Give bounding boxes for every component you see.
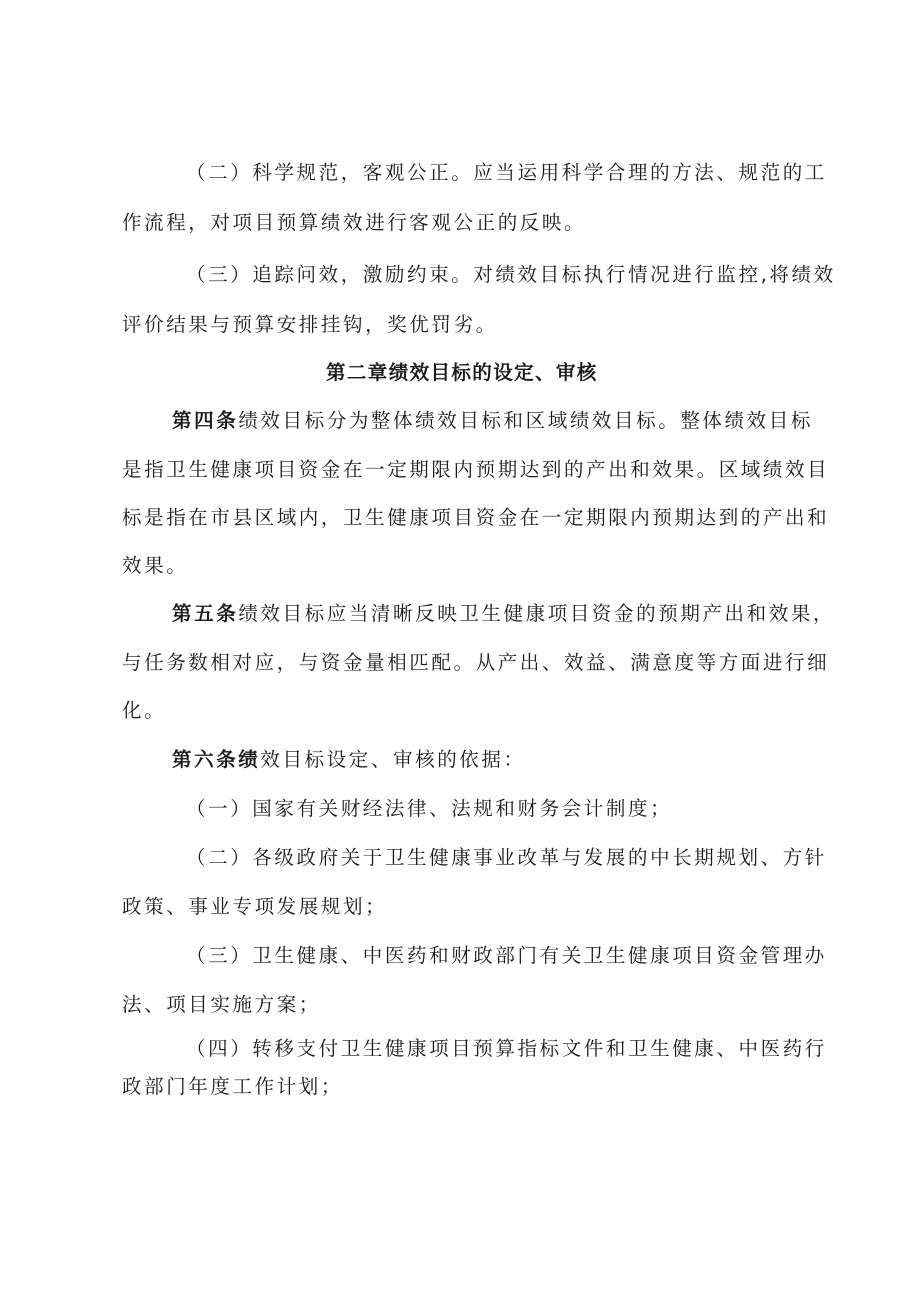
paragraph-line: 作流程，对项目预算绩效进行客观公正的反映。 [122, 211, 587, 234]
paragraph-line: 是指卫生健康项目资金在一定期限内预期达到的产出和效果。区域绩效目 [122, 458, 830, 481]
paragraph-line: （二）科学规范，客观公正。应当运用科学合理的方法、规范的工 [186, 161, 827, 184]
paragraph-line: （三）追踪问效，激励约束。对绩效目标执行情况进行监控,将绩效 [186, 263, 836, 286]
paragraph-line: 与任务数相对应，与资金量相匹配。从产出、效益、满意度等方面进行细 [122, 651, 830, 674]
article-4-first-line [172, 406, 813, 436]
paragraph-line: 效果。 [122, 554, 189, 577]
article-5-label: 第五条 [172, 602, 239, 625]
list-item: （一）国家有关财经法律、法规和财务会计制度； [186, 797, 673, 820]
paragraph-line: 评价结果与预算安排挂钩，奖优罚劣。 [122, 313, 498, 336]
list-item: （四）转移支付卫生健康项目预算指标文件和卫生健康、中医药行 [186, 1037, 827, 1060]
article-6-text: 效目标设定、审核的依据： [260, 748, 526, 771]
list-item-continuation: 政部门年度工作计划； [122, 1075, 344, 1098]
article-4-label: 第四条 [172, 409, 239, 432]
article-5-text: 绩效目标应当清晰反映卫生健康项目资金的预期产出和效果， [238, 602, 836, 625]
chapter-heading: 第二章绩效目标的设定、审核 [326, 361, 598, 384]
paragraph-line: 标是指在市县区域内，卫生健康项目资金在一定期限内预期达到的产出和 [122, 506, 830, 529]
list-item: （二）各级政府关于卫生健康事业改革与发展的中长期规划、方针 [186, 846, 827, 869]
article-6-label: 第六条绩 [172, 748, 261, 771]
list-item-continuation: 法、项目实施方案； [122, 993, 321, 1016]
list-item: （三）卫生健康、中医药和财政部门有关卫生健康项目资金管理办 [186, 944, 827, 967]
article-4-text: 绩效目标分为整体绩效目标和区域绩效目标。整体绩效目标 [238, 409, 813, 432]
article-6-first-line [172, 745, 526, 775]
article-5-first-line [172, 599, 835, 629]
list-item-continuation: 政策、事业专项发展规划； [122, 895, 388, 918]
paragraph-line: 化。 [122, 699, 167, 722]
